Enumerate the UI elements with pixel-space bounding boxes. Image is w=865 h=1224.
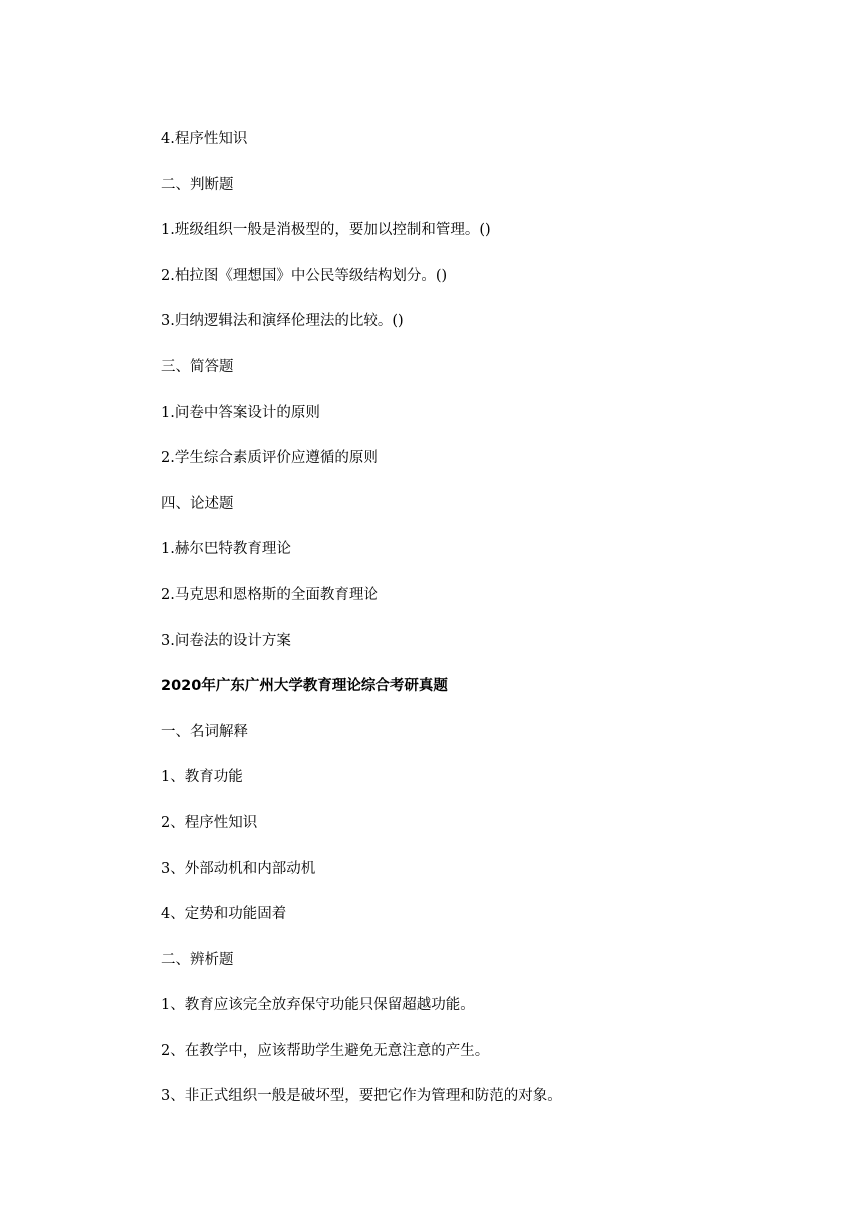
text-line: 2.学生综合素质评价应遵循的原则 bbox=[161, 450, 378, 467]
text-line: 2.柏拉图《理想国》中公民等级结构划分。() bbox=[161, 267, 448, 284]
text-line: 3、外部动机和内部动机 bbox=[161, 860, 316, 877]
text-line: 3.问卷法的设计方案 bbox=[161, 632, 291, 649]
document-body bbox=[161, 127, 801, 1130]
text-line: 3.归纳逻辑法和演绎伦理法的比较。() bbox=[161, 313, 404, 330]
text-line: 2、程序性知识 bbox=[161, 814, 258, 831]
text-line: 3、非正式组织一般是破坏型，要把它作为管理和防范的对象。 bbox=[161, 1088, 562, 1105]
text-line: 1.问卷中答案设计的原则 bbox=[161, 404, 320, 421]
text-line: 三、简答题 bbox=[161, 358, 234, 375]
text-line: 二、辨析题 bbox=[161, 951, 234, 968]
text-line: 1、教育功能 bbox=[161, 769, 243, 786]
text-line: 4.程序性知识 bbox=[161, 131, 248, 147]
text-line: 2、在教学中，应该帮助学生避免无意注意的产生。 bbox=[161, 1042, 490, 1059]
section-title: 2020年广东广州大学教育理论综合考研真题 bbox=[161, 678, 448, 695]
text-line: 1、教育应该完全放弃保守功能只保留超越功能。 bbox=[161, 997, 475, 1014]
text-line: 一、名词解释 bbox=[161, 723, 248, 740]
text-line: 1.班级组织一般是消极型的，要加以控制和管理。() bbox=[161, 222, 491, 239]
text-line: 四、论述题 bbox=[161, 495, 234, 512]
text-line: 4、定势和功能固着 bbox=[161, 906, 287, 923]
text-line: 2.马克思和恩格斯的全面教育理论 bbox=[161, 586, 378, 603]
text-line: 二、判断题 bbox=[161, 176, 234, 193]
text-line: 1.赫尔巴特教育理论 bbox=[161, 541, 291, 558]
